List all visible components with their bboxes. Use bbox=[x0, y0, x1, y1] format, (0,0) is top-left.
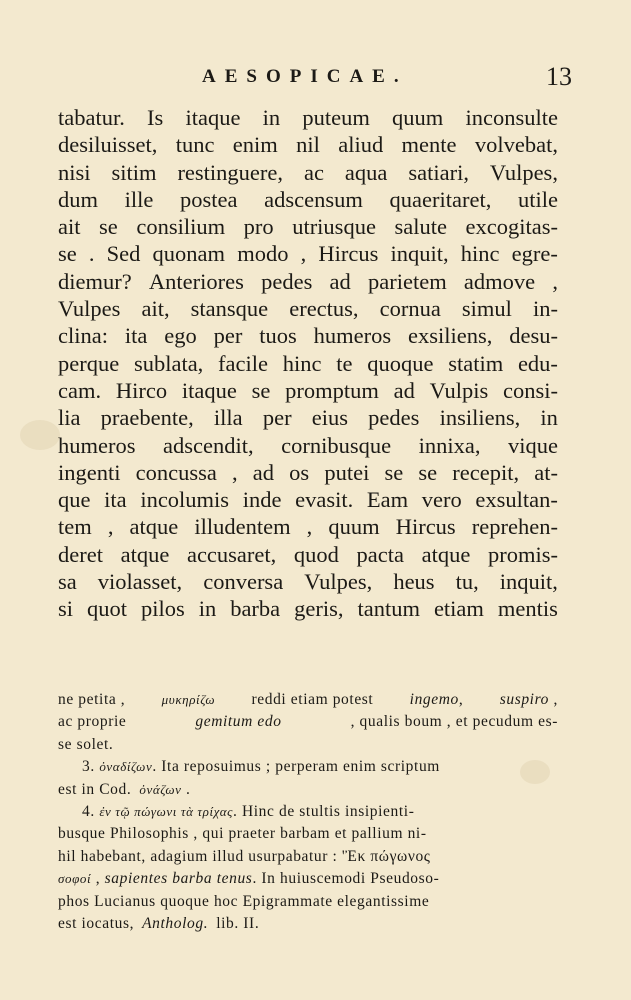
text-line: que ita incolumis inde evasit. Eam vero exsultan- bbox=[58, 487, 558, 513]
text-line: nisi sitim restinguere, ac aqua satiari, Vulpes, bbox=[58, 159, 558, 185]
italic-phrase: gemitum edo bbox=[195, 713, 282, 731]
text-line: se . Sed quonam modo , Hircus inquit, hinc egre- bbox=[58, 241, 558, 267]
page-header bbox=[60, 62, 572, 92]
page-number: 13 bbox=[546, 62, 572, 91]
main-text bbox=[58, 104, 558, 623]
footnote-text: ac proprie bbox=[58, 713, 127, 731]
footnote-text: est iocatus, bbox=[58, 915, 135, 933]
text-line: desiluisset, tunc enim nil aliud mente volvebat, bbox=[58, 132, 558, 158]
footnote-line: σοφοί , sapientes barba tenus. In huiuscemodi Pseudoso- bbox=[58, 870, 440, 888]
text-line: Vulpes ait, stansque erectus, cornua simul in- bbox=[58, 296, 558, 322]
text-line: lia praebente, illa per eius pedes insiliens, in bbox=[58, 405, 558, 431]
greek-phrase: ἐν τῷ πώγωνι τὰ τρίχας bbox=[99, 804, 234, 820]
text-line: cam. Hirco itaque se promptum ad Vulpis consi- bbox=[58, 377, 558, 403]
footnote-line bbox=[58, 891, 558, 913]
greek-word: μυκηρίζω bbox=[161, 692, 216, 707]
footnote-line: est in Cod. ὀνάζων . bbox=[58, 779, 558, 801]
greek-word: ὀνάζων bbox=[139, 781, 182, 797]
text-line: ingenti concussa , ad os putei se se recepit, at- bbox=[58, 459, 558, 485]
footnote-text: hil habebant, adagium illud usurpabatur : 'Ἐκ πώγωνος bbox=[58, 847, 431, 865]
italic-word: ingemo bbox=[409, 691, 459, 708]
footnote-line bbox=[58, 913, 558, 935]
footnote-line bbox=[58, 823, 558, 845]
footnote-text: , qualis boum , et pecudum es- bbox=[350, 713, 558, 731]
footnote-4 bbox=[58, 801, 558, 823]
text-line: dum ille postea adscensum quaeritaret, utile bbox=[58, 186, 558, 212]
footnote-text: ne petita , bbox=[58, 691, 126, 708]
greek-word: σοφοί bbox=[58, 871, 92, 887]
footnote-text: lib. II. bbox=[216, 915, 260, 933]
italic-phrase: sapientes barba tenus bbox=[104, 870, 253, 888]
footnote-number: 4. bbox=[82, 803, 95, 821]
text-line: si quot pilos in barba geris, tantum etiam mentis bbox=[58, 596, 558, 622]
text-line: clina: ita ego per tuos humeros exsiliens, desu- bbox=[58, 323, 558, 349]
footnote-text: . Ita reposuimus ; perperam enim scriptum bbox=[152, 758, 440, 776]
footnote-line: ne petita , μυκηρίζω reddi etiam potest ingemo, suspiro , bbox=[58, 689, 558, 711]
text-line: sa violasset, conversa Vulpes, heus tu, inquit, bbox=[58, 569, 558, 595]
footnote-text: est in Cod. bbox=[58, 780, 132, 798]
footnote-line bbox=[58, 711, 558, 733]
italic-word: suspiro bbox=[499, 691, 549, 708]
text-line: humeros adscendit, cornibusque innixa, vique bbox=[58, 432, 558, 458]
text-line: ait se consilium pro utriusque salute excogitas- bbox=[58, 214, 558, 240]
text-line: tabatur. Is itaque in puteum quum inconsulte bbox=[58, 105, 558, 130]
footnote-number: 3. bbox=[82, 758, 95, 776]
footnote-line bbox=[58, 734, 558, 756]
paper-stain bbox=[20, 420, 60, 450]
footnote-text: reddi etiam potest bbox=[251, 691, 374, 708]
footnote-line bbox=[58, 846, 558, 868]
footnote-text: se solet. bbox=[58, 735, 114, 753]
text-line: deret atque accusaret, quod pacta atque promis- bbox=[58, 541, 558, 567]
text-line: diemur? Anteriores pedes ad parietem admove , bbox=[58, 268, 558, 294]
footnote-3 bbox=[58, 756, 558, 778]
text-line: tem , atque illudentem , quum Hircus reprehen- bbox=[58, 514, 558, 540]
footnote-text: phos Lucianus quoque hoc Epigrammate elegantissime bbox=[58, 892, 430, 910]
italic-word: Antholog. bbox=[142, 915, 209, 933]
footnote-text: . Hinc de stultis insipienti- bbox=[233, 803, 415, 821]
footnote-text: busque Philosophis , qui praeter barbam et pallium ni- bbox=[58, 825, 427, 843]
running-head: AESOPICAE. bbox=[202, 66, 408, 87]
greek-word: ὀναδίζων bbox=[99, 759, 153, 775]
footnote-text: . In huiuscemodi Pseudoso- bbox=[252, 870, 440, 888]
footnotes bbox=[58, 689, 558, 935]
text-line: perque sublata, facile hinc te quoque statim edu- bbox=[58, 350, 558, 376]
